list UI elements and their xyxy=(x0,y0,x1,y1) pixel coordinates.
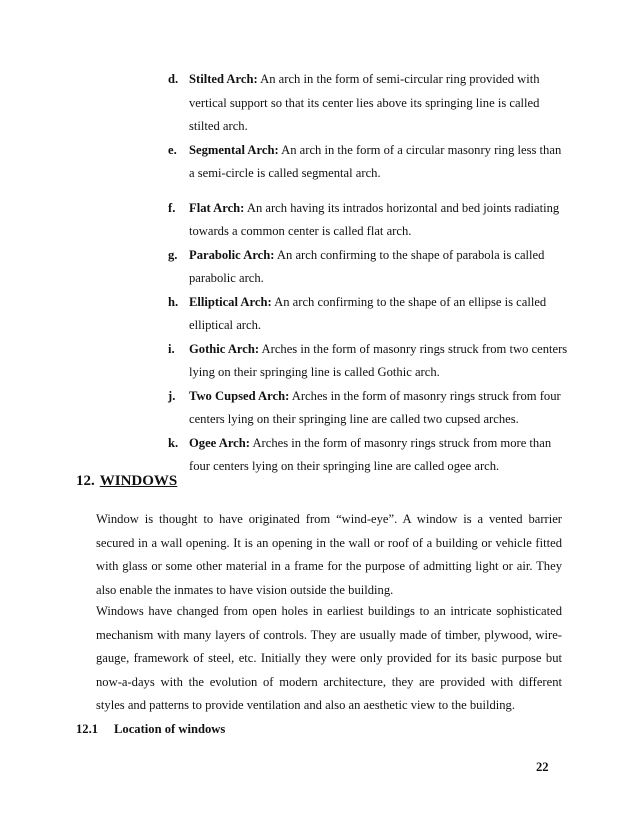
list-marker: f. xyxy=(168,200,176,215)
list-item xyxy=(168,291,568,338)
list-item xyxy=(168,197,568,244)
arch-name: Flat Arch: xyxy=(189,200,245,215)
list-item xyxy=(168,139,568,186)
list-marker: g. xyxy=(168,247,178,262)
arch-types-list xyxy=(168,68,568,479)
arch-name: Gothic Arch: xyxy=(189,341,260,356)
arch-description: An arch having its intrados horizontal and bed joints radiating towards a common center is called flat arch. xyxy=(189,200,560,238)
list-marker: d. xyxy=(168,72,179,86)
arch-name: Elliptical Arch: xyxy=(189,294,272,309)
list-marker: j. xyxy=(168,388,176,403)
arch-name: Two Cupsed Arch: xyxy=(189,388,290,403)
arch-description: Arches in the form of masonry rings struck from more than four centers lying on their springing line are called ogee arch. xyxy=(189,435,552,473)
section-title: WINDOWS xyxy=(99,473,178,489)
arch-name: Stilted Arch: xyxy=(189,72,258,86)
arch-description: An arch in the form of semi-circular ring provided with vertical support so that its center lies above its springing line is called stilted arch. xyxy=(189,72,540,133)
subsection-number: 12.1 xyxy=(76,722,99,736)
list-item xyxy=(168,338,568,385)
list-item xyxy=(168,385,568,432)
list-item xyxy=(168,244,568,291)
list-marker: k. xyxy=(168,435,179,450)
arch-name: Segmental Arch: xyxy=(189,142,279,157)
list-marker: h. xyxy=(168,294,179,309)
list-item xyxy=(168,432,568,479)
arch-name: Ogee Arch: xyxy=(189,435,250,450)
arch-name: Parabolic Arch: xyxy=(189,247,275,262)
arch-description: An arch confirming to the shape of an ellipse is called elliptical arch. xyxy=(189,294,547,332)
subsection-heading xyxy=(76,722,225,737)
list-marker: e. xyxy=(168,142,177,157)
arch-description: Arches in the form of masonry rings struck from four centers lying on their springing line are called two cupsed arches. xyxy=(189,388,561,426)
arch-description: Arches in the form of masonry rings struck from two centers lying on their springing line is called Gothic arch. xyxy=(189,341,568,379)
subsection-title: Location of windows xyxy=(114,722,226,736)
section-heading xyxy=(76,473,177,490)
list-item xyxy=(168,68,568,139)
paragraph: Windows have changed from open holes in earliest buildings to an intricate sophisticated mechanism with many layers of controls. They are usually made of timber, plywood, wire-gauge, framework of steel, etc. Initially they were only provided for its basic purpose but now-a-days with the evolution of modern architecture, they are provided with different styles and patterns to provide ventilation and also an aesthetic view to the building. xyxy=(96,604,562,712)
page-number: 22 xyxy=(536,760,549,774)
list-marker: i. xyxy=(168,341,175,356)
arch-description: An arch confirming to the shape of parabola is called parabolic arch. xyxy=(189,247,545,285)
arch-description: An arch in the form of a circular masonry ring less than a semi-circle is called segmental arch. xyxy=(189,142,562,180)
paragraph: Window is thought to have originated from “wind-eye”. A window is a vented barrier secured in a wall opening. It is an opening in the wall or roof of a building or vehicle fitted with glass or some other material in a frame for the purpose of admitting light or air. They also enable the inmates to have vision outside the building. xyxy=(96,512,562,597)
section-number: 12. xyxy=(76,473,95,489)
